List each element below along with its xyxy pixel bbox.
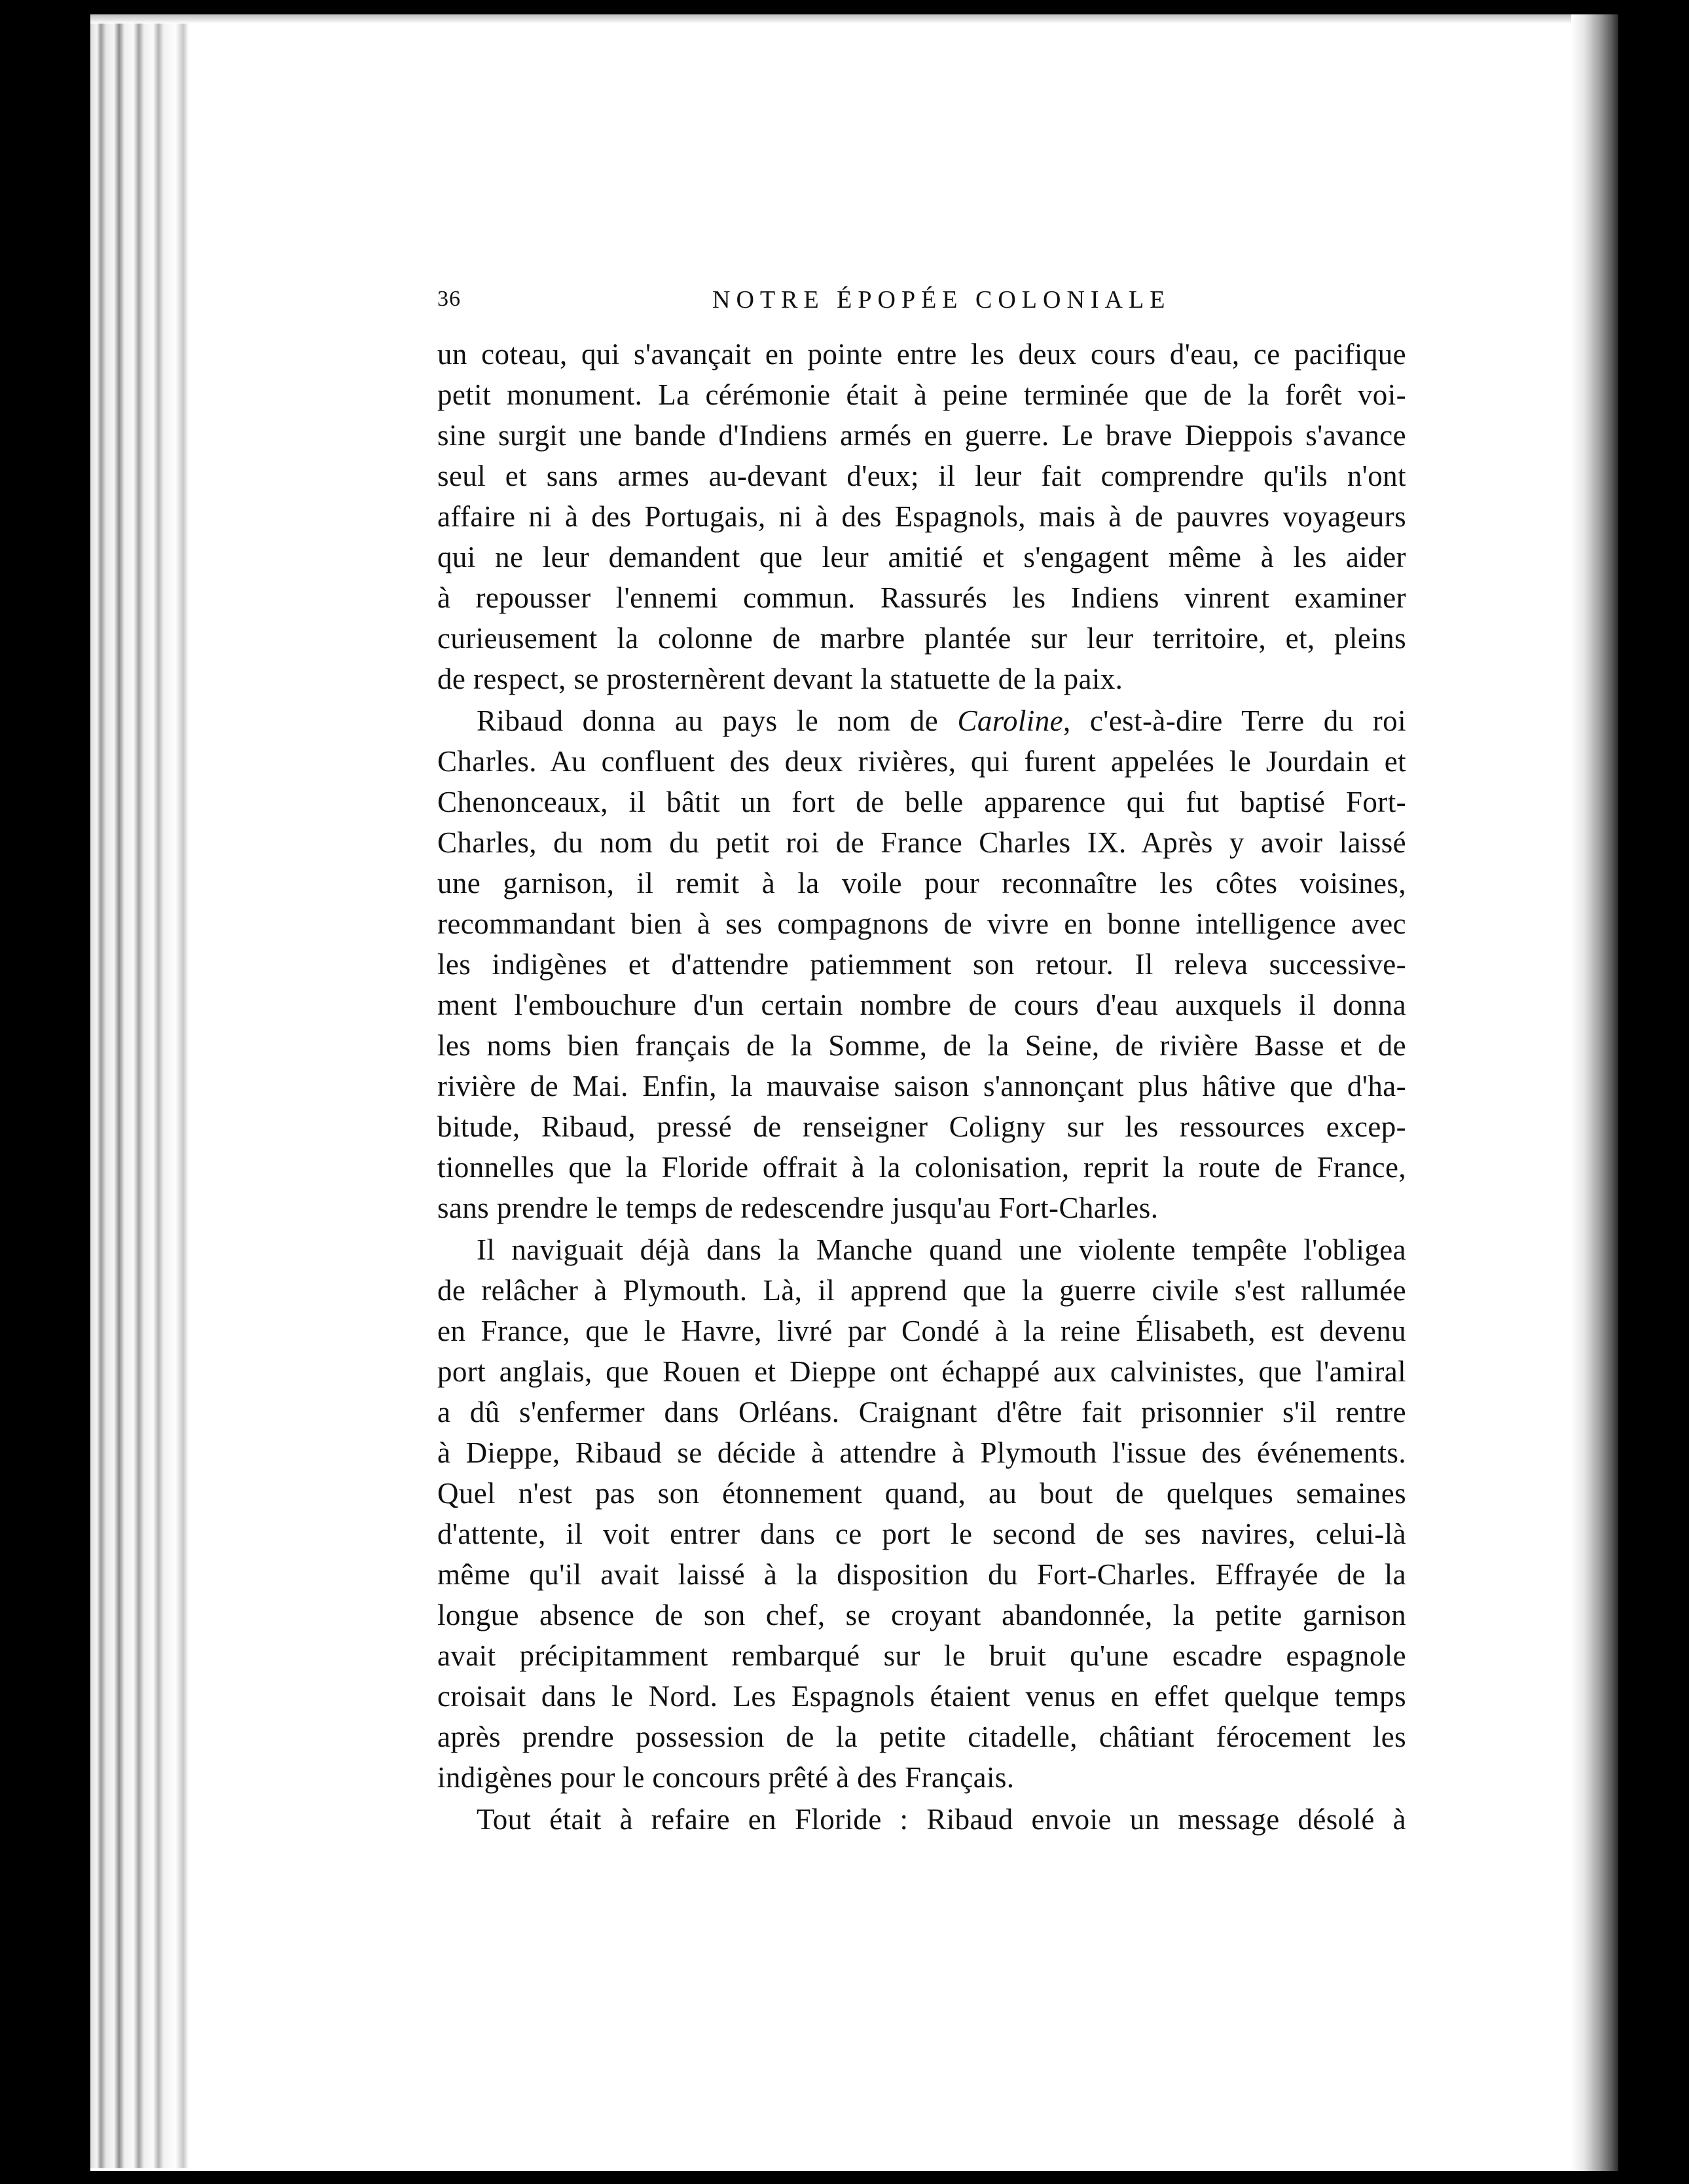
book-page-edges bbox=[90, 14, 189, 2168]
text-line: croisait dans le Nord. Les Espagnols étaient venus en effet quelque temps bbox=[437, 1680, 1406, 1713]
text-line: longue absence de son chef, se croyant abandonnée, la petite garnison bbox=[437, 1599, 1406, 1631]
text-line: Charles, du nom du petit roi de France Charles IX. Après y avoir laissé bbox=[437, 826, 1406, 859]
text-line: Quel n'est pas son étonnement quand, au bout de quelques semaines bbox=[437, 1477, 1406, 1510]
text-line-with-italic bbox=[477, 701, 1406, 741]
scan-border-bottom bbox=[0, 2171, 1689, 2184]
running-title: NOTRE ÉPOPÉE COLONIALE bbox=[712, 286, 1171, 314]
text-line: même qu'il avait laissé à la disposition du Fort-Charles. Effrayée de la bbox=[437, 1558, 1406, 1591]
text-line: Tout était à refaire en Floride : Ribaud envoie un message désolé à bbox=[477, 1803, 1406, 1836]
text-line: une garnison, il remit à la voile pour reconnaître les côtes voisines, bbox=[437, 867, 1406, 900]
text-line: curieusement la colonne de marbre plantée sur leur territoire, et, pleins bbox=[437, 622, 1406, 655]
text-line: sans prendre le temps de redescendre jusqu'au Fort-Charles. bbox=[437, 1192, 1159, 1224]
text-line: recommandant bien à ses compagnons de vivre en bonne intelligence avec bbox=[437, 907, 1406, 940]
text-span: , c'est-à-dire Terre du roi bbox=[1063, 704, 1406, 737]
text-line: Il naviguait déjà dans la Manche quand une violente tempête l'obligea bbox=[477, 1233, 1406, 1266]
text-line: de respect, se prosternèrent devant la statuette de la paix. bbox=[437, 663, 1123, 695]
text-line: à Dieppe, Ribaud se décide à attendre à Plymouth l'issue des événements. bbox=[437, 1436, 1406, 1469]
text-line: de relâcher à Plymouth. Là, il apprend que la guerre civile s'est rallumée bbox=[437, 1274, 1406, 1307]
text-line: les indigènes et d'attendre patiemment son retour. Il releva successive- bbox=[437, 948, 1406, 981]
text-line: avait précipitamment rembarqué sur le bruit qu'une escadre espagnole bbox=[437, 1639, 1406, 1672]
text-line: affaire ni à des Portugais, ni à des Espagnols, mais à de pauvres voyageurs bbox=[437, 500, 1406, 533]
text-line: les noms bien français de la Somme, de la Seine, de rivière Basse et de bbox=[437, 1029, 1406, 1062]
scan-border-right bbox=[1618, 0, 1689, 2184]
scan-border-top bbox=[0, 0, 1689, 14]
scan-border-left bbox=[0, 0, 90, 2184]
running-header bbox=[437, 279, 1406, 318]
text-span: Ribaud donna au pays le nom de bbox=[477, 704, 958, 737]
text-line: tionnelles que la Floride offrait à la colonisation, reprit la route de France, bbox=[437, 1151, 1406, 1184]
text-line: Chenonceaux, il bâtit un fort de belle apparence qui fut baptisé Fort- bbox=[437, 786, 1406, 818]
page-top-shadow bbox=[90, 14, 1618, 24]
text-line: petit monument. La cérémonie était à peine terminée que de la forêt voi- bbox=[437, 378, 1406, 411]
text-line: ment l'embouchure d'un certain nombre de cours d'eau auxquels il donna bbox=[437, 989, 1406, 1021]
text-line: Charles. Au confluent des deux rivières, qui furent appelées le Jourdain et bbox=[437, 745, 1406, 778]
text-line: d'attente, il voit entrer dans ce port le second de ses navires, celui-là bbox=[437, 1518, 1406, 1550]
text-line: indigènes pour le concours prêté à des Français. bbox=[437, 1761, 1015, 1794]
page-number: 36 bbox=[437, 287, 461, 311]
text-line: bitude, Ribaud, pressé de renseigner Coligny sur les ressources excep- bbox=[437, 1110, 1406, 1143]
italic-place-name: Caroline bbox=[957, 704, 1063, 737]
text-line: sine surgit une bande d'Indiens armés en guerre. Le brave Dieppois s'avance bbox=[437, 419, 1406, 452]
text-line: rivière de Mai. Enfin, la mauvaise saison s'annonçant plus hâtive que d'ha- bbox=[437, 1070, 1406, 1102]
text-line: seul et sans armes au-devant d'eux; il leur fait comprendre qu'ils n'ont bbox=[437, 460, 1406, 492]
book-gutter bbox=[1571, 14, 1618, 2171]
text-line: un coteau, qui s'avançait en pointe entre les deux cours d'eau, ce pacifique bbox=[437, 338, 1406, 371]
text-line: port anglais, que Rouen et Dieppe ont échappé aux calvinistes, que l'amiral bbox=[437, 1355, 1406, 1388]
text-line: en France, que le Havre, livré par Condé à la reine Élisabeth, est devenu bbox=[437, 1315, 1406, 1347]
text-line: a dû s'enfermer dans Orléans. Craignant d'être fait prisonnier s'il rentre bbox=[437, 1396, 1406, 1429]
text-line: qui ne leur demandent que leur amitié et s'engagent même à les aider bbox=[437, 541, 1406, 573]
text-line: à repousser l'ennemi commun. Rassurés les Indiens vinrent examiner bbox=[437, 581, 1406, 614]
text-line: après prendre possession de la petite citadelle, châtiant férocement les bbox=[437, 1720, 1406, 1753]
